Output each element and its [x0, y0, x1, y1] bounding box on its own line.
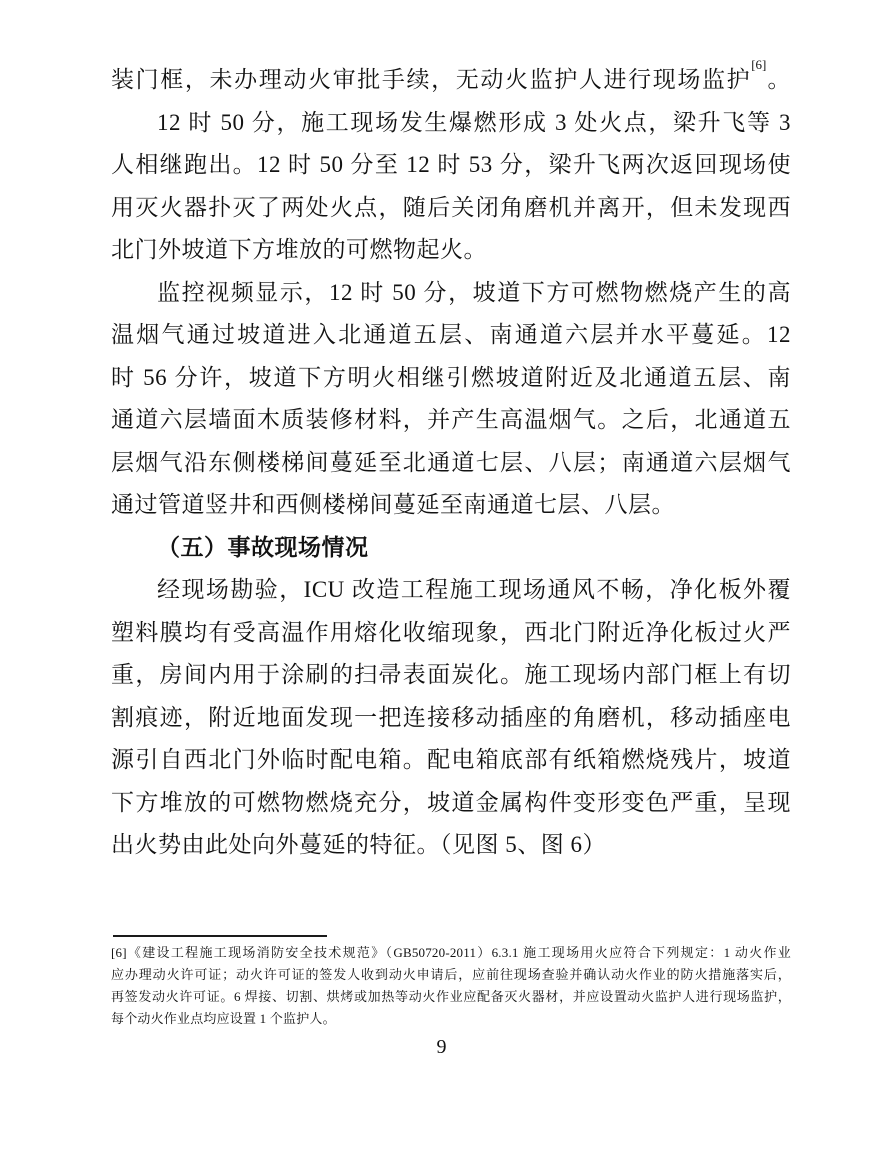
- paragraph-line: 通过管道竖井和西侧楼梯间蔓延至南通道七层、八层。: [111, 492, 675, 517]
- paragraph-line: 人相继跑出。12 时 50 分至 12 时 53 分，梁升飞两次返回现场使: [111, 152, 791, 177]
- paragraph-line: 温烟气通过坡道进入北通道五层、南通道六层并水平蔓延。12: [111, 322, 791, 347]
- paragraph-line: 割痕迹，附近地面发现一把连接移动插座的角磨机，移动插座电: [111, 704, 791, 730]
- paragraph-line: 通道六层墙面木质装修材料，并产生高温烟气。之后，北通道五: [111, 407, 791, 432]
- paragraph-line: 下方堆放的可燃物燃烧充分，坡道金属构件变形变色严重，呈现: [111, 789, 791, 815]
- paragraph-line: 时 56 分许，坡道下方明火相继引燃坡道附近及北通道五层、南: [111, 364, 791, 390]
- line-text: 。: [766, 67, 792, 92]
- paragraph-line: [111, 59, 791, 102]
- page-number: 9: [436, 1036, 447, 1058]
- section-heading: （五）事故现场情况: [157, 534, 369, 560]
- footnote-line: 再签发动火许可证。6 焊接、切割、烘烤或加热等动火作业应配备灭火器材，并应设置动火监护人进行现场监护，: [111, 989, 791, 1004]
- paragraph-line: 源引自西北门外临时配电箱。配电箱底部有纸箱燃烧残片，坡道: [111, 747, 791, 772]
- paragraph-line: 层烟气沿东侧楼梯间蔓延至北通道七层、八层；南通道六层烟气: [111, 449, 791, 475]
- paragraph-line: 塑料膜均有受高温作用熔化收缩现象，西北门附近净化板过火严: [111, 619, 791, 645]
- footnote: [111, 935, 791, 1030]
- paragraph-line: 用灭火器扑灭了两处火点，随后关闭角磨机并离开，但未发现西: [111, 194, 791, 220]
- line-text: 装门框，未办理动火审批手续，无动火监护人进行现场监护: [111, 67, 752, 92]
- footnote-line: [6]《建设工程施工现场消防安全技术规范》（GB50720-2011）6.3.1 施工现场用火应符合下列规定：1 动火作业: [111, 945, 791, 960]
- paragraph-line: 重，房间内用于涂刷的扫帚表面炭化。施工现场内部门框上有切: [111, 662, 791, 687]
- paragraph-line: 经现场勘验，ICU 改造工程施工现场通风不畅，净化板外覆: [157, 577, 791, 602]
- paragraph-line: 监控视频显示，12 时 50 分，坡道下方可燃物燃烧产生的高: [157, 279, 791, 305]
- footnote-line: 应办理动火许可证；动火许可证的签发人收到动火申请后，应前往现场查验并确认动火作业的防火措施落实后，: [111, 967, 791, 982]
- footnote-reference: [6]: [751, 57, 767, 73]
- paragraph-line: 北门外坡道下方堆放的可燃物起火。: [111, 237, 487, 262]
- body-text: [111, 59, 791, 867]
- footnote-separator: [113, 935, 327, 937]
- paragraph-line: 12 时 50 分，施工现场发生爆燃形成 3 处火点，梁升飞等 3: [157, 109, 791, 135]
- footnote-line: 每个动火作业点均应设置 1 个监护人。: [111, 1011, 336, 1026]
- paragraph-line: 出火势由此处向外蔓延的特征。（见图 5、图 6）: [111, 832, 606, 857]
